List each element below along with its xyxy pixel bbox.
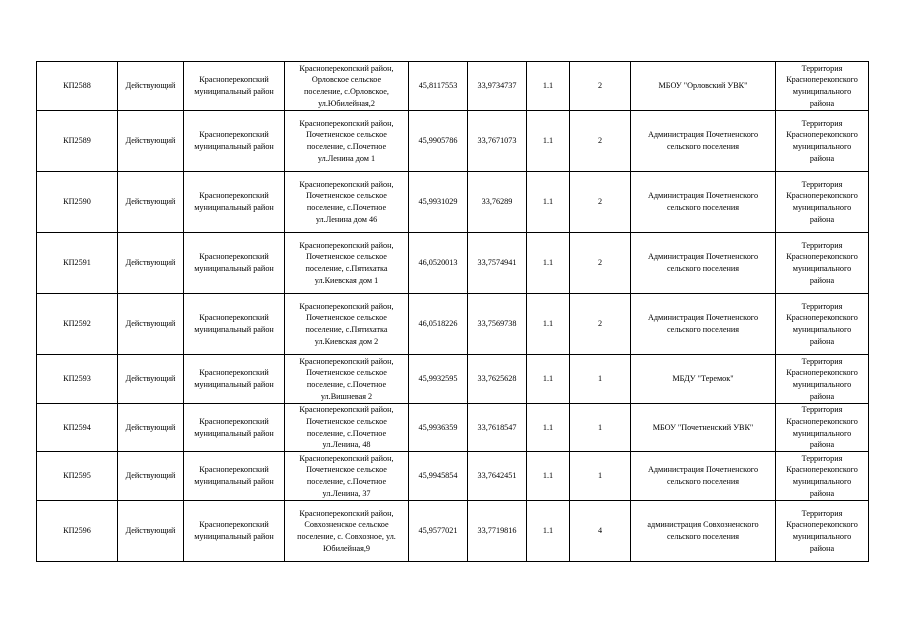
row-status: Действующий [118,294,184,355]
row-territory-line: Красноперекопского [786,465,858,475]
row-owner-line: Администрация Почетненского [647,130,759,140]
row-territory-line: муниципального [792,142,852,151]
row-owner [631,111,776,172]
row-territory-line: Территория [801,301,843,311]
row-code: 1.1 [527,62,570,111]
row-territory-line: Территория [801,405,843,415]
row-owner-line: сельского поселения [666,142,740,151]
row-owner [631,62,776,111]
row-territory [776,294,869,355]
row-latitude: 45,9932595 [409,355,468,404]
row-address-line: поселение, с. Совхозное, ул. [297,532,396,541]
row-owner-line: МБДУ "Теремок" [672,374,734,384]
row-territory-line: муниципального [792,428,852,438]
row-address-line: поселение, с.Почетное [306,380,387,389]
row-address-line: Красноперекопский район, [299,356,394,366]
row-territory-line: района [809,543,835,553]
row-district: Красноперекопский муниципальный район [184,233,285,294]
row-longitude: 33,7574941 [468,233,527,294]
row-id: КП2588 [37,62,118,111]
table-row [37,62,869,111]
row-count: 1 [570,404,631,452]
row-count: 2 [570,111,631,172]
row-count: 2 [570,233,631,294]
row-owner-line: сельского поселения [666,477,740,486]
row-address-line: Красноперекопский район, [299,405,394,415]
row-latitude: 45,8117553 [409,62,468,111]
row-address-line: поселение, с.Почетное [306,428,387,438]
row-territory-line: муниципального [792,477,852,486]
row-territory-line: Красноперекопского [786,416,858,426]
row-longitude: 33,9734737 [468,62,527,111]
row-address-line: поселение, с.Пятихатка [305,325,388,334]
row-code: 1.1 [527,294,570,355]
row-owner-line: МБОУ "Почетненский УВК" [652,422,754,432]
row-territory-line: района [809,391,835,401]
row-district: Красноперекопский муниципальный район [184,172,285,233]
row-territory-line: Красноперекопского [786,130,858,140]
row-district: Красноперекопский муниципальный район [184,62,285,111]
row-territory-line: Красноперекопского [786,252,858,262]
registry-table [36,61,869,562]
row-territory [776,452,869,501]
row-district: Красноперекопский муниципальный район [184,111,285,172]
row-address-line: Почетненское сельское [306,416,387,426]
row-territory-line: Территория [801,118,843,128]
row-status: Действующий [118,355,184,404]
row-territory-line: района [809,440,835,450]
table-row [37,452,869,501]
row-address-line: Орловское сельское [311,75,382,85]
row-owner [631,355,776,404]
row-owner [631,294,776,355]
row-territory [776,62,869,111]
row-territory-line: муниципального [792,325,852,334]
table-row [37,501,869,562]
row-address [285,172,409,233]
row-owner-line: Администрация Почетненского [647,465,759,475]
row-longitude: 33,7618547 [468,404,527,452]
row-territory-line: Территория [801,240,843,250]
row-owner-line: сельского поселения [666,264,740,273]
row-address [285,233,409,294]
row-territory-line: Территория [801,179,843,189]
row-address-line: поселение, с.Пятихатка [305,264,388,273]
row-territory-line: района [809,488,835,498]
row-address-line: Красноперекопский район, [299,508,394,518]
row-address-line: ул.Киевская дом 1 [314,275,379,285]
row-owner [631,452,776,501]
row-territory-line: района [809,336,835,346]
row-owner-line: Администрация Почетненского [647,252,759,262]
row-code: 1.1 [527,501,570,562]
row-owner-line: Администрация Почетненского [647,191,759,201]
row-latitude: 45,9577021 [409,501,468,562]
row-territory-line: Красноперекопского [786,520,858,530]
row-status: Действующий [118,111,184,172]
row-count: 1 [570,355,631,404]
row-address-line: Совхозненское сельское [304,520,389,530]
row-territory-line: Территория [801,356,843,366]
row-longitude: 33,7671073 [468,111,527,172]
row-address-line: Красноперекопский район, [299,179,394,189]
row-owner [631,404,776,452]
row-status: Действующий [118,452,184,501]
row-address-line: поселение, с.Орловское, [304,87,389,96]
row-territory-line: муниципального [792,532,852,541]
row-count: 2 [570,294,631,355]
row-id: КП2593 [37,355,118,404]
row-longitude: 33,7625628 [468,355,527,404]
row-district: Красноперекопский муниципальный район [184,404,285,452]
row-longitude: 33,76289 [468,172,527,233]
row-district: Красноперекопский муниципальный район [184,501,285,562]
row-address [285,294,409,355]
row-address-line: Юбилейная,9 [323,543,370,553]
row-territory [776,233,869,294]
row-latitude: 46,0518226 [409,294,468,355]
row-count: 1 [570,452,631,501]
row-territory [776,355,869,404]
row-address-line: поселение, с.Почетное [306,203,387,212]
row-code: 1.1 [527,111,570,172]
row-territory-line: Красноперекопского [786,191,858,201]
row-status: Действующий [118,404,184,452]
table-row [37,294,869,355]
row-district: Красноперекопский муниципальный район [184,294,285,355]
row-status: Действующий [118,233,184,294]
table-row [37,111,869,172]
row-owner [631,501,776,562]
row-code: 1.1 [527,452,570,501]
table-row [37,172,869,233]
row-territory-line: района [809,153,835,163]
row-address [285,404,409,452]
row-address-line: ул.Киевская дом 2 [314,336,379,346]
row-longitude: 33,7642451 [468,452,527,501]
row-address-line: Красноперекопский район, [299,240,394,250]
row-id: КП2595 [37,452,118,501]
row-district: Красноперекопский муниципальный район [184,452,285,501]
row-address-line: Почетненское сельское [306,252,387,262]
row-latitude: 45,9905786 [409,111,468,172]
row-address-line: Почетненское сельское [306,130,387,140]
row-address-line: Почетненское сельское [306,368,387,378]
row-address-line: ул.Ленина, 37 [322,488,371,498]
row-address [285,452,409,501]
row-address-line: ул.Юбилейная,2 [318,98,375,108]
row-id: КП2596 [37,501,118,562]
row-count: 4 [570,501,631,562]
row-territory [776,172,869,233]
row-status: Действующий [118,501,184,562]
row-owner-line: сельского поселения [666,203,740,212]
row-id: КП2594 [37,404,118,452]
row-territory-line: района [809,214,835,224]
table-row [37,233,869,294]
row-code: 1.1 [527,355,570,404]
row-territory [776,404,869,452]
row-id: КП2589 [37,111,118,172]
row-address [285,355,409,404]
row-territory-line: Территория [801,453,843,463]
row-territory-line: района [809,275,835,285]
row-code: 1.1 [527,404,570,452]
row-address-line: ул.Ленина дом 46 [315,214,378,224]
row-address-line: ул.Ленина дом 1 [317,153,376,163]
table-row [37,355,869,404]
row-latitude: 45,9945854 [409,452,468,501]
row-id: КП2591 [37,233,118,294]
row-latitude: 45,9931029 [409,172,468,233]
row-owner-line: МБОУ "Орловский УВК" [658,81,748,91]
row-owner [631,172,776,233]
row-address-line: Почетненское сельское [306,465,387,475]
row-territory-line: муниципального [792,380,852,389]
row-latitude: 46,0520013 [409,233,468,294]
row-territory-line: муниципального [792,203,852,212]
row-address [285,501,409,562]
row-address-line: ул.Ленина, 48 [322,440,371,450]
row-territory-line: Красноперекопского [786,313,858,323]
row-address-line: Почетненское сельское [306,313,387,323]
row-address-line: ул.Вишневая 2 [320,391,373,401]
row-owner [631,233,776,294]
row-longitude: 33,7719816 [468,501,527,562]
row-code: 1.1 [527,233,570,294]
row-longitude: 33,7569738 [468,294,527,355]
row-owner-line: сельского поселения [666,532,740,541]
row-owner-line: Администрация Почетненского [647,313,759,323]
row-territory [776,111,869,172]
row-address-line: Красноперекопский район, [299,118,394,128]
row-territory [776,501,869,562]
row-status: Действующий [118,172,184,233]
row-address [285,62,409,111]
row-code: 1.1 [527,172,570,233]
row-id: КП2592 [37,294,118,355]
row-owner-line: сельского поселения [666,325,740,334]
row-territory-line: Территория [801,63,843,73]
row-territory-line: Территория [801,508,843,518]
row-latitude: 45,9936359 [409,404,468,452]
row-status: Действующий [118,62,184,111]
row-territory-line: района [809,98,835,108]
row-address-line: поселение, с.Почетное [306,477,387,486]
row-address-line: Красноперекопский район, [299,453,394,463]
row-id: КП2590 [37,172,118,233]
row-address [285,111,409,172]
table-row [37,404,869,452]
row-territory-line: муниципального [792,264,852,273]
row-address-line: Красноперекопский район, [299,301,394,311]
row-territory-line: Красноперекопского [786,368,858,378]
row-count: 2 [570,62,631,111]
row-district: Красноперекопский муниципальный район [184,355,285,404]
row-count: 2 [570,172,631,233]
row-territory-line: муниципального [792,87,852,96]
row-address-line: Почетненское сельское [306,191,387,201]
row-address-line: Красноперекопский район, [299,63,394,73]
row-address-line: поселение, с.Почетное [306,142,387,151]
row-territory-line: Красноперекопского [786,75,858,85]
row-owner-line: администрация Совхозненского [647,520,759,530]
